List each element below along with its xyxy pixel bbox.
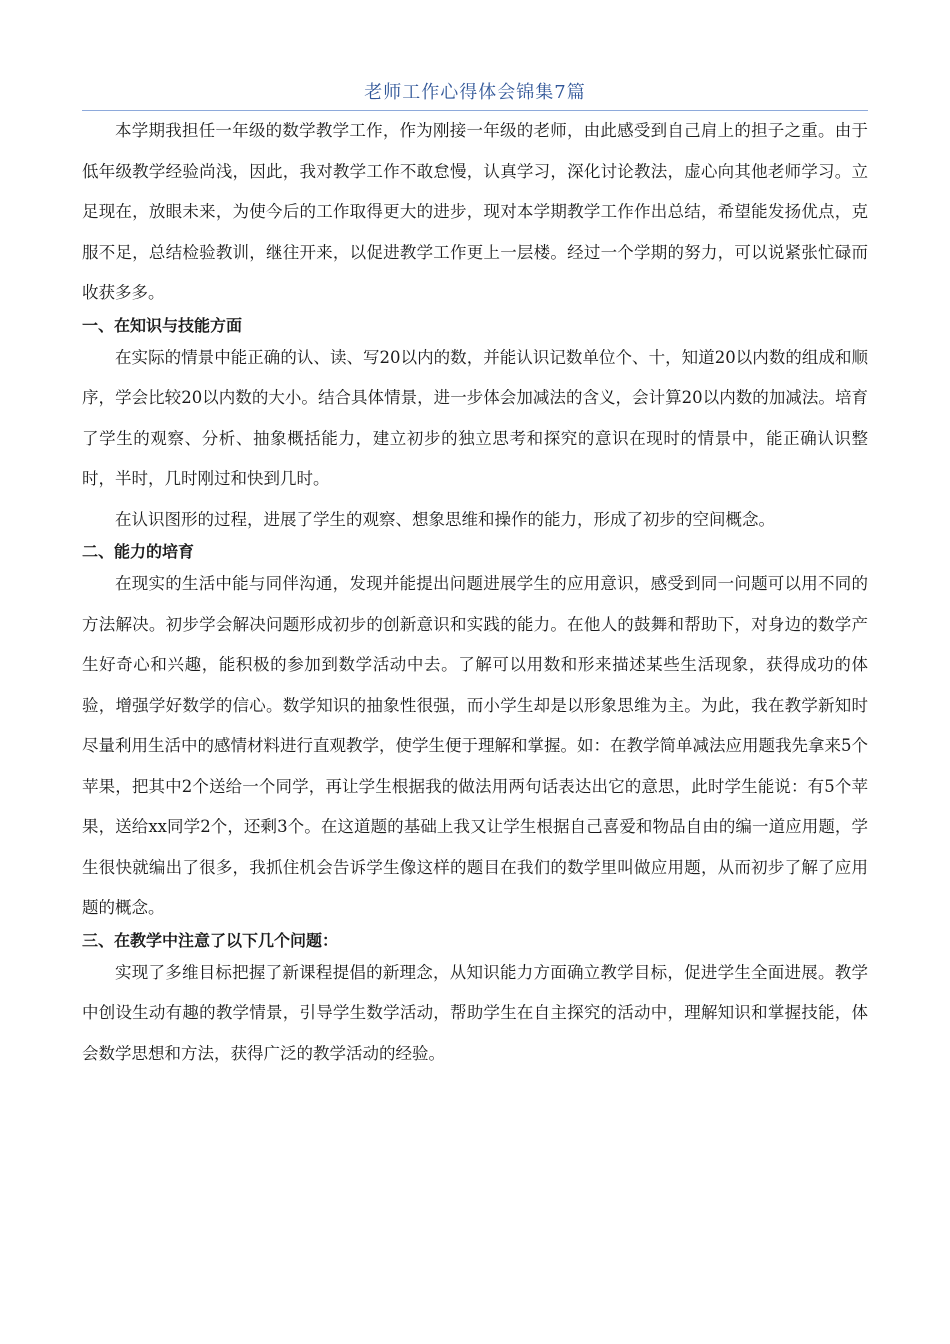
section-1-paragraph-1: 在实际的情景中能正确的认、读、写20以内的数，并能认识记数单位个、十，知道20以内数的组成和顺序，学会比较20以内数的大小。结合具体情景，进一步体会加减法的含义，会计算20以内数的加减法。培育了学生的观察、分析、抽象概括能力，建立初步的独立思考和探究的意识在现时的情景中，能正确认识整时，半时，几时刚过和快到几时。 <box>82 347 868 488</box>
section-3-paragraph-1: 实现了多维目标把握了新课程提倡的新理念，从知识能力方面确立教学目标，促进学生全面进展。教学中创设生动有趣的教学情景，引导学生数学活动，帮助学生在自主探究的活动中，理解知识和掌握技能，体会数学思想和方法，获得广泛的教学活动的经验。 <box>82 962 868 1063</box>
intro-paragraph: 本学期我担任一年级的数学教学工作，作为刚接一年级的老师，由此感受到自己肩上的担子之重。由于低年级教学经验尚浅，因此，我对教学工作不敢怠慢，认真学习，深化讨论教法，虚心向其他老师学习。立足现在，放眼未来，为使今后的工作取得更大的进步，现对本学期教学工作作出总结，希望能发扬优点，克服不足，总结检验教训，继往开来，以促进教学工作更上一层楼。经过一个学期的努力，可以说紧张忙碌而收获多多。 <box>82 121 868 302</box>
document-header-title: 老师工作心得体会锦集7篇 <box>82 78 868 111</box>
document-page <box>82 78 868 1074</box>
section-heading-teaching-notes: 三、在教学中注意了以下几个问题： <box>82 930 339 950</box>
section-heading-ability-cultivation: 二、能力的培育 <box>82 542 195 561</box>
section-heading-knowledge-skills: 一、在知识与技能方面 <box>82 315 243 335</box>
section-2-paragraph-1: 在现实的生活中能与同伴沟通，发现并能提出问题进展学生的应用意识，感受到同一问题可以用不同的方法解决。初步学会解决问题形成初步的创新意识和实践的能力。在他人的鼓舞和帮助下，对身边的数学产生好奇心和兴趣，能积极的参加到数学活动中去。了解可以用数和形来描述某些生活现象，获得成功的体验，增强学好数学的信心。数学知识的抽象性很强，而小学生却是以形象思维为主。为此，我在教学新知时尽量利用生活中的感情材料进行直观教学，使学生便于理解和掌握。如：在教学简单减法应用题我先拿来5个苹果，把其中2个送给一个同学，再让学生根据我的做法用两句话表达出它的意思，此时学生能说：有5个苹果，送给xx同学2个，还剩3个。在这道题的基础上我又让学生根据自己喜爱和物品自由的编一道应用题，学生很快就编出了很多，我抓住机会告诉学生像这样的题目在我们的数学里叫做应用题，从而初步了解了应用题的概念。 <box>82 574 868 917</box>
section-1-paragraph-2: 在认识图形的过程，进展了学生的观察、想象思维和操作的能力，形成了初步的空间概念。 <box>115 509 775 529</box>
